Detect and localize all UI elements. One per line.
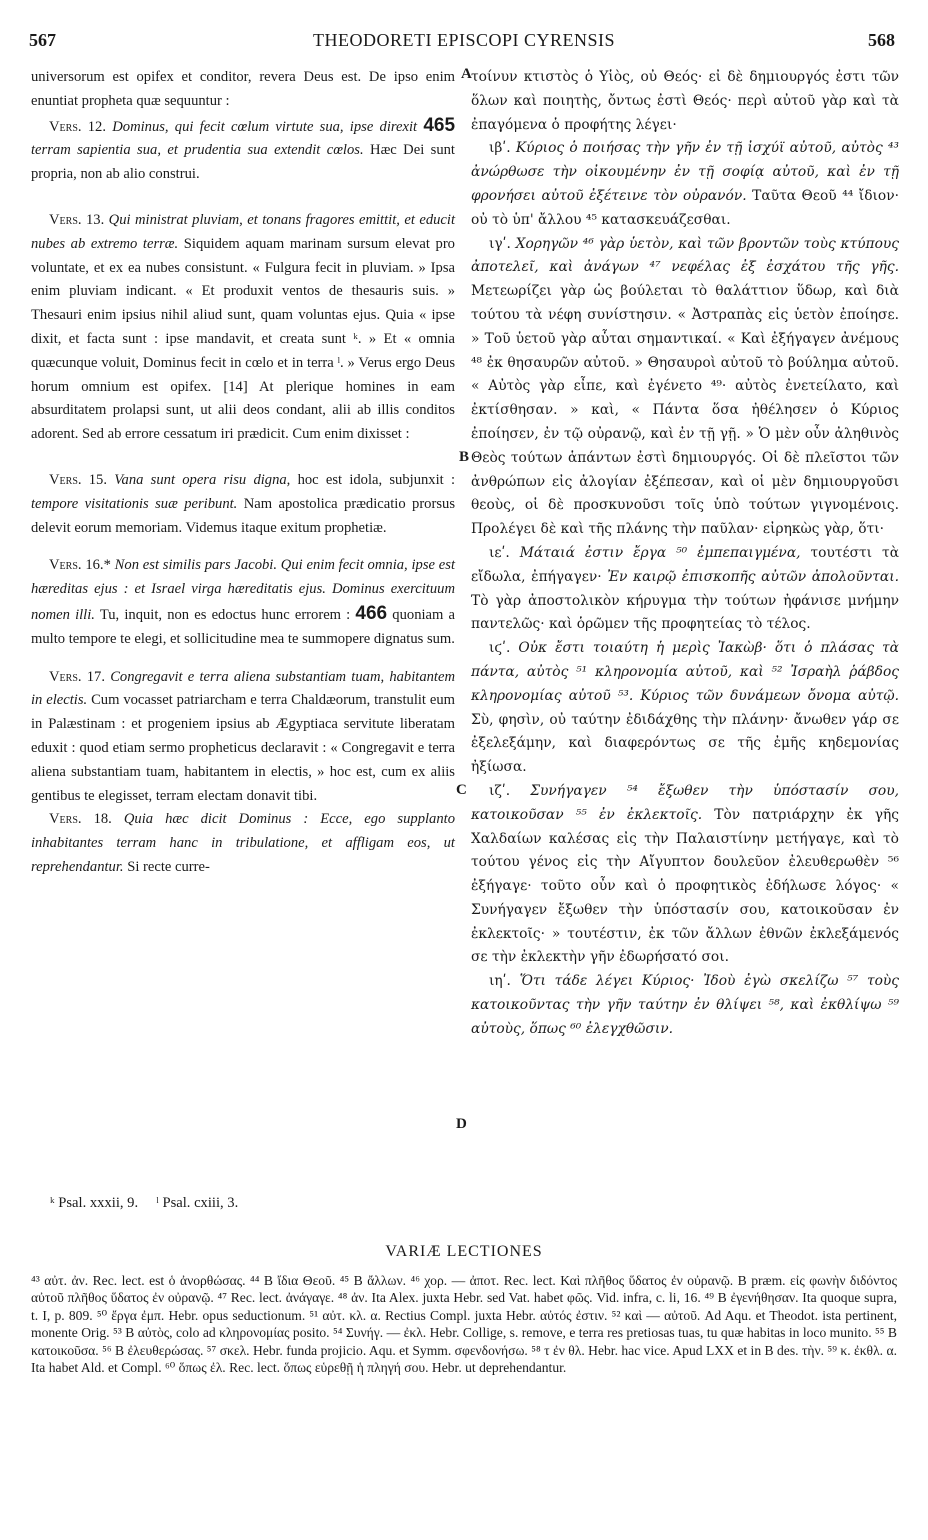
verse-text: Ὅτι τάδε λέγει Κύριος· Ἰδοὺ ἐγὼ σκελίζω ⁵⁷ τοὺς κατοικοῦντας τὴν γῆν ταύτην ἐν θλίψει ⁵⁸, καὶ ἐκθλίψω ⁵⁹ αὐτοὺς, ὅπως ⁶⁰ ἐλεγχθῶσιν. [471, 973, 899, 1037]
margin-letter-b: B [459, 449, 470, 465]
latin-verse-15 [31, 469, 455, 540]
margin-letter-a: A [461, 66, 472, 82]
column-marker-465: 465 [423, 114, 456, 136]
footnotes [50, 1195, 470, 1212]
verse-text: Quia hæc dicit Dominus : Ecce, ego supplanto inhabitantes terram hanc in tribulatione, et affligam eos, ut reprehendantur. [31, 811, 455, 875]
verse-label: Vers. 13. [49, 211, 105, 228]
greek-verse-18 [471, 970, 899, 1041]
commentary-text: Hæc Dei sunt propria, non ab alio construi. [31, 142, 455, 183]
footnote-l: ˡ Psal. cxiii, 3. [156, 1195, 239, 1211]
commentary-text: Cum vocasset patriarcham e terra Chaldæorum, transtulit eum in Palæstinam : et progeniem ipsius ab Ægyptiaca servitute liberatam eduxit : quod etiam sermo propheticus declaravit : « Congregavit e terra aliena substantiam tuam, habitantem in electis, » hoc est, cum ex aliis gentibus te elegisset, terram electam donavit tibi. [31, 692, 455, 804]
latin-para-intro: universorum est opifex et conditor, revera Deus est. De ipso enim enuntiat propheta quæ sequuntur : [31, 69, 455, 109]
commentary-text: quoniam a multo tempore te elegi, et sollicitudine mea te summopere dignatus sum. [31, 606, 456, 647]
latin-verse-16 [31, 554, 455, 651]
verse-text: Κύριος ὁ ποιήσας τὴν γῆν ἐν τῇ ἰσχύϊ αὐτοῦ, αὐτὸς ⁴³ ἀνώρθωσε τὴν οἰκουμένην ἐν τῇ σοφίᾳ αὐτοῦ, καὶ ἐν τῇ φρονήσει αὐτοῦ ἐξέτεινε τὸν οὐρανόν. [471, 140, 900, 204]
page-number-left: 567 [29, 30, 56, 50]
latin-verse-13 [31, 209, 455, 447]
latin-column [31, 66, 455, 880]
commentary-text: Τὸν πατριάρχην ἐκ γῆς Χαλδαίων καλέσας εἰς τὴν Παλαιστίνην μετήγαγε, καὶ τὸ τούτου γένος εἰς τὴν Αἴγυπτον δουλεῦον ἐλευθερωθὲν ⁵⁶ ἐξήγαγε· τοῦτο οὖν καὶ ὁ προφητικὸς ἐδήλωσε λόγος· « Συνήγαγεν ἔξωθεν τὴν ὑπόστασίν σου, κατοικοῦσαν ἐν ἐκλεκτοῖς· » τουτέστιν, ἐκ τῶν ἄλλων ἐθνῶν ἐκλεξάμενός σε τὴν ἐκλεκτὴν γῆν ἐδωρήσατό σοι. [471, 806, 899, 966]
verse-text: Οὐκ ἔστι τοιαύτη ἡ μερὶς Ἰακὼβ· ὅτι ὁ πλάσας τὰ πάντα, αὐτὸς ⁵¹ κληρονομία αὐτοῦ, καὶ ⁵² Ἰσραὴλ ῥάβδος κληρονομίας αὐτοῦ ⁵³. Κύριος τῶν δυνάμεων ὄνομα αὐτῷ. [471, 640, 899, 704]
running-title: THEODORETI EPISCOPI CYRENSIS [312, 30, 616, 50]
verse-text: Dominus, qui fecit cœlum virtute sua, ipse direxit [112, 118, 418, 135]
greek-column [471, 66, 899, 1042]
footnote-k: ᵏ Psal. xxxii, 9. [50, 1195, 139, 1211]
commentary-text: Tu, inquit, non es edoctus hunc errorem : [99, 606, 351, 623]
greek-verse-16 [471, 637, 899, 780]
commentary-text: Σὺ, φησὶν, οὐ ταύτην ἐδιδάχθης τὴν πλάνην· ἄνωθεν γάρ σε ἐξελεξάμην, καὶ διαφερόντως σε τῆς ἐμῆς κηδεμονίας ἠξίωσα. [471, 711, 899, 776]
verse-label: ιηʹ. [489, 973, 511, 990]
verse-text: Non est similis pars Jacobi. Qui enim fecit omnia, ipse est hæreditas ejus : et Israel virga hæreditatis ejus. Dominus exercituum nomen illi. [31, 557, 456, 623]
latin-verse-12 [31, 114, 455, 187]
verse-text: tempore visitationis suæ peribunt. [31, 495, 238, 512]
verse-text: Μάταιά ἐστιν ἔργα ⁵⁰ ἐμπεπαιγμένα, [519, 544, 801, 561]
commentary-text: τουτέστι τὰ εἴδωλα, ἐπήγαγεν· [471, 544, 900, 585]
verse-text: Χορηγῶν ⁴⁶ γὰρ ὑετὸν, καὶ τῶν βροντῶν τοὺς κτύπους ἀποτελεῖ, καὶ ἀνάγων ⁴⁷ νεφέλας ἐξ ἐσχάτου τῆς γῆς. [471, 235, 900, 276]
greek-verse-17 [471, 780, 899, 970]
verse-text: terram sapientia sua, et prudentia sua extendit cœlos. [31, 142, 364, 159]
page-header [0, 0, 928, 70]
verse-label: Vers. 12. [49, 118, 106, 135]
verse-label: ιβʹ. [489, 140, 511, 157]
variae-lectiones [31, 1272, 897, 1376]
verse-label: Vers. 15. [49, 471, 108, 488]
verse-text: Qui ministrat pluviam, et tonans fragores emittit, et educit nubes ab extremo terræ. [31, 211, 455, 252]
greek-verse-15 [471, 542, 899, 637]
greek-verse-13 [471, 233, 899, 542]
verse-label: ιϛʹ. [489, 640, 511, 657]
commentary-text: Si recte curre- [127, 858, 210, 875]
commentary-text: Ταῦτα Θεοῦ ⁴⁴ ἴδιον· οὐ τὸ ὑπ' ἄλλου ⁴⁵ κατασκευάζεσθαι. [471, 187, 900, 228]
column-marker-466: 466 [355, 602, 388, 624]
verse-text: Vana sunt opera risu digna, [114, 471, 291, 488]
commentary-text: Τὸ γὰρ ἀποστολικὸν κήρυγμα τὴν τούτων ἠφάνισε μνήμην παντελῶς· καὶ ὁρῶμεν τῆς προφητείας τὸ τέλος. [471, 592, 899, 633]
commentary-text: Siquidem aquam marinam sursum elevat pro voluntate, et ex ea nubes consistunt. « Fulgura fecit in pluviam. » Ipsa enim pluviam indicant. « Et produxit ventos de thesauris suis. » Thesauri enim ipsius nihil aliud sunt, quam voluntas ejus. Quia « ipse dixit, et facta sunt : ipse mandavit, et creata sunt ᵏ. » Et « omnia quæcunque voluit, Dominus fecit in cœlo et in terra ˡ. » Verus ergo Deus horum omnium est opifex. [14] At plerique homines in eam absurditatem prolapsi sunt, ut alii deos condant, alii ab illis conditos adorent. Sed ab errore cessatum iri prædicit. Cum enim dixisset : [31, 235, 455, 443]
variae-lectiones-title: VARIÆ LECTIONES [385, 1243, 543, 1260]
verse-text: Συνήγαγεν ⁵⁴ ἔξωθεν τὴν ὑπόστασίν σου, κατοικοῦσαν ⁵⁵ ἐν ἐκλεκτοῖς. [471, 782, 899, 823]
margin-letter-d: D [456, 1116, 467, 1132]
page-number-right: 568 [868, 30, 895, 50]
verse-label: ιγʹ. [489, 235, 511, 252]
verse-label: Vers. 17. [49, 668, 105, 685]
verse-label: ιεʹ. [489, 544, 510, 561]
greek-para-intro: τοίνυν κτιστὸς ὁ Υἱὸς, οὐ Θεός· εἰ δὲ δημιουργός ἐστι τῶν ὅλων καὶ ποιητὴς, ὄντως ἐστὶ Θεός· περὶ αὐτοῦ γὰρ καὶ τὰ ἐπαγόμενα ὁ προφήτης λέγει· [471, 69, 899, 133]
verse-label: Vers. 16.* [49, 557, 111, 574]
verse-label: Vers. 18. [49, 811, 112, 828]
commentary-text: Nam apostolica prædicatio prorsus delevit eorum memoriam. Videmus itaque exitum prophetiæ. [31, 495, 455, 536]
margin-letter-c: C [456, 782, 467, 798]
commentary-text: Μετεωρίζει γὰρ ὡς βούλεται τὸ θαλάττιον ὕδωρ, καὶ διὰ τούτου τὰ νέφη συνίστησιν. « Ἀστραπὰς εἰς ὑετὸν ἐποίησε. » Τοῦ ὑετοῦ γὰρ αὗται σημαντικαί. « Καὶ ἐξήγαγεν ἀνέμους ⁴⁸ ἐκ θησαυρῶν αὐτοῦ. » Θησαυροὶ αὐτοῦ τὸ βούλημα αὐτοῦ. « Αὐτὸς γὰρ εἶπε, καὶ ἐγένετο ⁴⁹· αὐτὸς ἐνετείλατο, καὶ ἐκτίσθησαν. » καὶ, « Πάντα ὅσα ἠθέλησεν ὁ Κύριος ἐποίησεν, ἐν τῷ οὐρανῷ, καὶ ἐν τῇ γῇ. » Ὁ μὲν οὖν ἀληθινὸς Θεὸς τούτων ἁπάντων ἐστὶ δημιουργός. Οἱ δὲ πλεῖστοι τῶν ἀνθρώπων εἰς ἀλογίαν ἐξέπεσαν, καὶ οἱ μὲν δημιουργοῦσι θεοὺς, οἱ δὲ προσκυνοῦσι τοῖς ὑπὸ τούτων γιγνομένοις. Προλέγει δὲ καὶ τῆς πλάνης τὴν παῦλαν· εἰρηκὼς γὰρ, ὅτι· [471, 283, 899, 538]
verse-text: Ἐν καιρῷ ἐπισκοπῆς αὐτῶν ἀπολοῦνται. [607, 568, 899, 585]
variae-lectiones-text: ⁴³ αὐτ. ἀν. Rec. lect. est ὁ ἀνορθώσας. ⁴⁴ B ἴδια Θεοῦ. ⁴⁵ B ἄλλων. ⁴⁶ χορ. — ἀποτ. Rec. lect. Καὶ πλῆθος ὕδατος ἐν οὐρανῷ. B præm. εἰς φωνὴν διδόντος αὐτοῦ πλῆθος ὕδατος ἐν οὐρανῷ. ⁴⁷ Rec. lect. ἀνάγαγε. ⁴⁸ ἀν. Ita Alex. juxta Hebr. sed Vat. habet φῶς. Vid. infra, c. li, 16. ⁴⁹ B ἐγενήθησαν. Ita quoque supra, t. I, p. 809. ⁵⁰ ἔργα ἐμπ. Hebr. opus seductionum. ⁵¹ αὐτ. κλ. α. Rectius Compl. juxta Hebr. αὐτός ἐστιν. ⁵² καὶ — αὐτοῦ. Ad Aqu. et Theodot. ista pertinent, monente Orig. ⁵³ B αὐτὸς, colo ad κληρονομίας posito. ⁵⁴ Συνήγ. — ἐκλ. Hebr. Collige, s. remove, e terra res pretiosas tuas, tu quæ habitas in loco munito. ⁵⁵ B κατοικοῦσα. ⁵⁶ B ἐλευθερώσας. ⁵⁷ σκελ. Hebr. funda projicio. Aqu. et Symm. σφενδονήσω. ⁵⁸ τ ἐν θλ. Hebr. hac vice. Apud LXX et in B des. τὴν. ⁵⁹ κ. ἐκθλ. α. Ita habet Ald. et Compl. ⁶⁰ ὅπως ἐλ. Rec. lect. ὅπως εὑρεθῇ ἡ πληγή σου. Hebr. ut deprehendantur. [31, 1273, 897, 1376]
latin-verse-18 [31, 808, 455, 879]
latin-verse-17 [31, 666, 455, 809]
commentary-text: hoc est idola, subjunxit : [297, 471, 455, 488]
greek-verse-12 [471, 137, 899, 232]
verse-label: ιζʹ. [489, 782, 511, 799]
verse-text: Congregavit e terra aliena substantiam tuam, habitantem in electis. [31, 668, 456, 709]
